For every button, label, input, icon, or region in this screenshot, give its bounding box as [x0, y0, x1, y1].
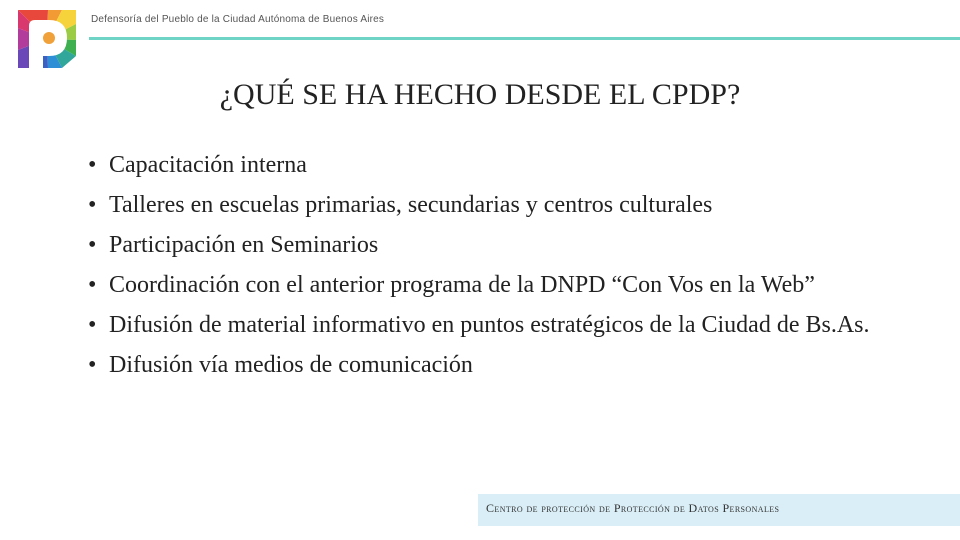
list-item: • Coordinación con el anterior programa de la DNPD “Con Vos en la Web”: [88, 270, 938, 300]
list-item: • Difusión de material informativo en puntos estratégicos de la Ciudad de Bs.As.: [88, 310, 938, 340]
list-item: • Difusión vía medios de comunicación: [88, 350, 938, 380]
list-item: • Participación en Seminarios: [88, 230, 938, 260]
header-divider: [89, 37, 960, 40]
bullet-list: [88, 150, 938, 390]
organization-name: Defensoría del Pueblo de la Ciudad Autónoma de Buenos Aires: [91, 14, 385, 25]
footer-banner: [478, 494, 960, 526]
rainbow-p-logo-icon: [18, 10, 76, 68]
footer-text: Centro de protección de Protección de Datos Personales: [486, 501, 780, 515]
list-item: • Talleres en escuelas primarias, secundarias y centros culturales: [88, 190, 938, 220]
list-item: • Capacitación interna: [88, 150, 938, 180]
slide-title: ¿QUÉ SE HA HECHO DESDE EL CPDP?: [219, 78, 741, 111]
